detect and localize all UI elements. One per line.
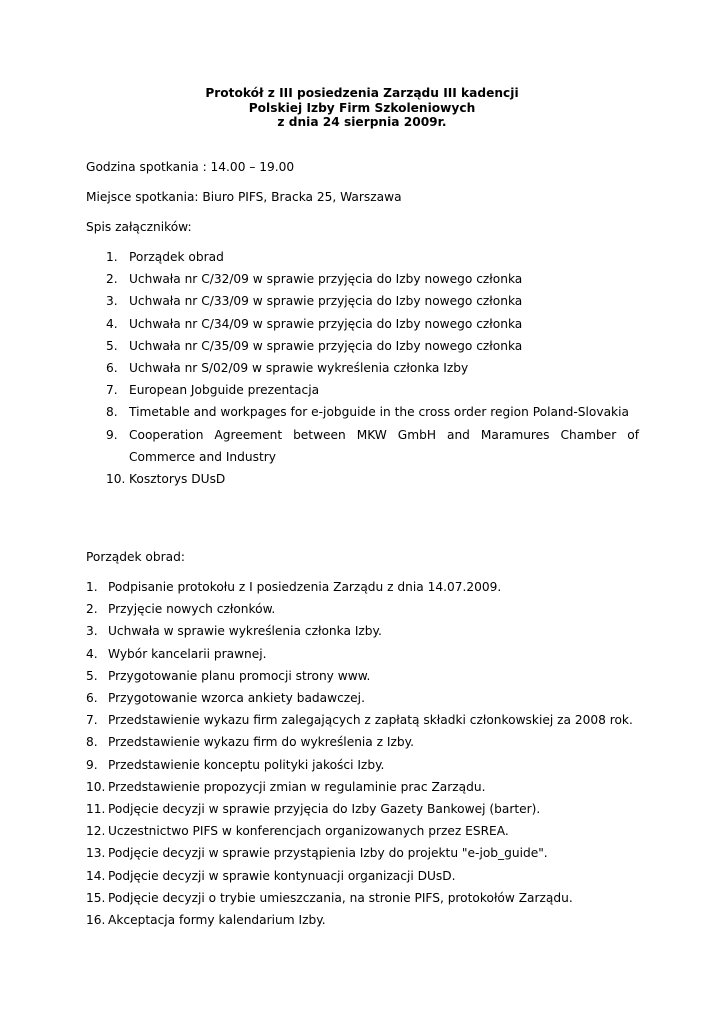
list-item-text: Timetable and workpages for e-jobguide in the cross order region Poland-Slovakia <box>129 405 629 420</box>
list-item-text: Uchwała nr C/35/09 w sprawie przyjęcia do Izby nowego członka <box>129 338 523 353</box>
agenda-item-number: 15. <box>86 890 106 905</box>
list-item-number: 8. <box>106 405 118 420</box>
agenda-item-text: Podpisanie protokołu z I posiedzenia Zarządu z dnia 14.07.2009. <box>108 580 502 594</box>
agenda-item-number: 3. <box>86 624 98 639</box>
title-line-3: z dnia 24 sierpnia 2009r. <box>277 115 447 129</box>
list-item-number: 7. <box>106 383 118 398</box>
list-item-text: Uchwała nr C/32/09 w sprawie przyjęcia do Izby nowego członka <box>129 272 523 287</box>
agenda-item <box>86 643 646 665</box>
agenda-item-text: Przedstawienie propozycji zmian w regulaminie prac Zarządu. <box>108 779 486 794</box>
list-item <box>106 335 639 357</box>
agenda-item <box>86 842 646 864</box>
agenda-item-number: 4. <box>86 646 98 661</box>
agenda-item-text: Przygotowanie planu promocji strony www. <box>108 668 371 683</box>
list-item-number: 4. <box>106 316 118 331</box>
agenda-item-text: Akceptacja formy kalendarium Izby. <box>108 913 326 928</box>
attachments-list <box>106 246 639 490</box>
agenda-item-number: 11. <box>86 802 106 817</box>
list-item <box>106 357 639 379</box>
agenda-item-number: 13. <box>86 846 106 861</box>
agenda-heading: Porządek obrad: <box>86 550 185 564</box>
list-item-text: European Jobguide prezentacja <box>129 383 320 398</box>
agenda-item-number: 7. <box>86 713 98 728</box>
agenda-item-text: Przedstawienie wykazu firm zalegających z zapłatą składki członkowskiej za 2008 rok. <box>108 713 633 728</box>
list-item <box>106 268 639 290</box>
agenda-item <box>86 665 646 687</box>
agenda-item-number: 2. <box>86 602 98 617</box>
list-item <box>106 313 639 335</box>
list-item-number: 9. <box>106 427 118 442</box>
agenda-item-text: Wybór kancelarii prawnej. <box>108 646 267 661</box>
list-item-number: 3. <box>106 294 118 309</box>
agenda-item-text: Podjęcie decyzji w sprawie przyjęcia do Izby Gazety Bankowej (barter). <box>108 802 541 817</box>
agenda-item <box>86 709 646 731</box>
list-item <box>106 401 639 423</box>
list-item-text: Porządek obrad <box>129 250 224 264</box>
agenda-item <box>86 754 646 776</box>
agenda-item-number: 9. <box>86 757 98 772</box>
agenda-item <box>86 620 646 642</box>
title-line-1: Protokół z III posiedzenia Zarządu III kadencji <box>205 86 519 100</box>
list-item-number: 1. <box>106 250 118 264</box>
agenda-item-number: 6. <box>86 691 98 706</box>
agenda-item <box>86 776 646 798</box>
agenda-list <box>86 576 646 931</box>
list-item-text: Uchwała nr C/34/09 w sprawie przyjęcia do Izby nowego członka <box>129 316 523 331</box>
agenda-item-text: Podjęcie decyzji w sprawie przystąpienia Izby do projektu "e-job_guide". <box>108 846 548 861</box>
agenda-item <box>86 820 646 842</box>
agenda-item-number: 8. <box>86 735 98 750</box>
agenda-item <box>86 798 646 820</box>
agenda-item-text: Podjęcie decyzji o trybie umieszczania, na stronie PIFS, protokołów Zarządu. <box>108 890 573 905</box>
list-item <box>106 468 639 490</box>
agenda-item <box>86 865 646 887</box>
list-item-text: Uchwała nr C/33/09 w sprawie przyjęcia do Izby nowego członka <box>129 294 523 309</box>
agenda-item-text: Przyjęcie nowych członków. <box>108 602 276 617</box>
list-item <box>106 246 639 268</box>
agenda-item-number: 10. <box>86 779 106 794</box>
list-item-number: 2. <box>106 272 118 287</box>
agenda-item-text: Przedstawienie wykazu firm do wykreślenia z Izby. <box>108 735 414 750</box>
list-item-number: 10. <box>106 472 126 487</box>
agenda-item-number: 5. <box>86 668 98 683</box>
agenda-item-number: 16. <box>86 913 106 928</box>
meeting-place: Miejsce spotkania: Biuro PIFS, Bracka 25, Warszawa <box>86 190 402 204</box>
agenda-item-text: Uchwała w sprawie wykreślenia członka Izby. <box>108 624 382 639</box>
list-item-text: Cooperation Agreement between MKW GmbH and Maramures Chamber of Commerce and Industry <box>129 427 639 464</box>
list-item-text: Kosztorys DUsD <box>129 472 226 487</box>
agenda-item <box>86 598 646 620</box>
attachments-heading: Spis załączników: <box>86 220 192 234</box>
agenda-item-text: Przedstawienie konceptu polityki jakości Izby. <box>108 757 385 772</box>
agenda-item-text: Uczestnictwo PIFS w konferencjach organizowanych przez ESREA. <box>108 824 509 839</box>
agenda-item-text: Przygotowanie wzorca ankiety badawczej. <box>108 691 365 706</box>
agenda-item <box>86 731 646 753</box>
agenda-item <box>86 687 646 709</box>
list-item-text: Uchwała nr S/02/09 w sprawie wykreślenia członka Izby <box>129 361 469 376</box>
list-item <box>106 290 639 312</box>
agenda-item <box>86 576 646 598</box>
list-item-number: 6. <box>106 361 118 376</box>
agenda-item-number: 12. <box>86 824 106 839</box>
agenda-item-number: 1. <box>86 580 98 594</box>
list-item-number: 5. <box>106 338 118 353</box>
meeting-time: Godzina spotkania : 14.00 – 19.00 <box>86 160 295 174</box>
agenda-item-number: 14. <box>86 868 106 883</box>
agenda-item <box>86 909 646 931</box>
agenda-item <box>86 887 646 909</box>
list-item <box>106 424 639 468</box>
document-title <box>0 86 724 130</box>
list-item <box>106 379 639 401</box>
title-line-2: Polskiej Izby Firm Szkoleniowych <box>248 100 476 115</box>
agenda-item-text: Podjęcie decyzji w sprawie kontynuacji organizacji DUsD. <box>108 868 456 883</box>
